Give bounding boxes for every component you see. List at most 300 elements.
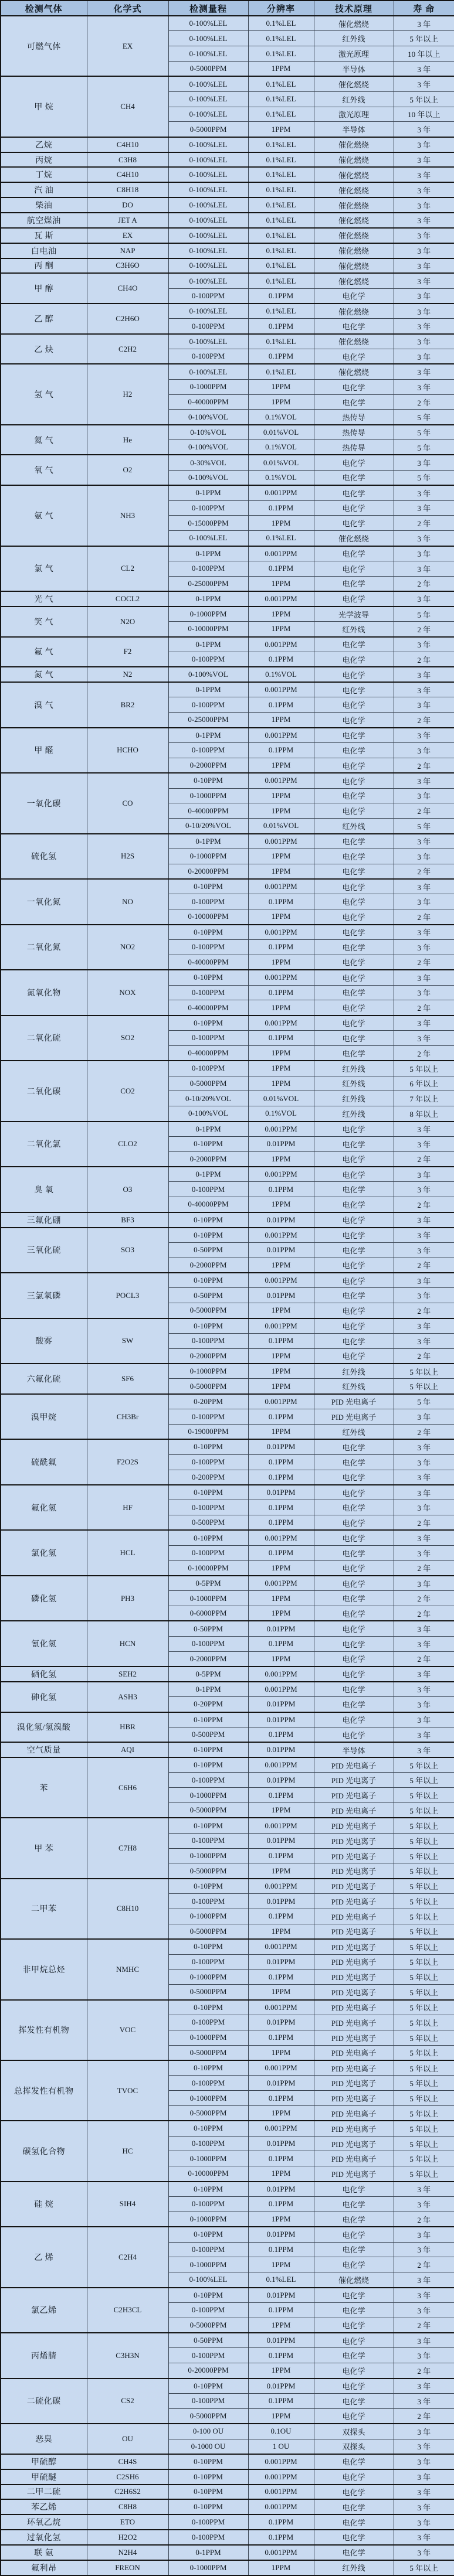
range-cell: 0-100PPM — [168, 1833, 248, 1848]
formula-cell: FREON — [87, 2560, 168, 2575]
range-cell: 0-100%LEL — [168, 91, 248, 107]
table-row — [1, 334, 454, 349]
table-row — [1, 2227, 454, 2242]
range-cell: 0-1PPM — [168, 546, 248, 561]
range-cell: 0-10PPM — [168, 1439, 248, 1454]
formula-cell: C8H18 — [87, 182, 168, 197]
range-cell: 0-10PPM — [168, 1273, 248, 1288]
resolution-cell: 0.01PPM — [248, 2136, 314, 2151]
principle-cell: PID 光电离子 — [314, 1788, 394, 1803]
table-row — [1, 2469, 454, 2485]
principle-cell: 半导体 — [314, 62, 394, 77]
lifespan-cell: 2 年 — [394, 652, 454, 667]
lifespan-cell: 3 年 — [394, 985, 454, 1000]
resolution-cell: 0.01PPM — [248, 1136, 314, 1151]
table-row — [1, 546, 454, 561]
range-cell: 0-100PPM — [168, 1545, 248, 1560]
range-cell: 0-25000PPM — [168, 576, 248, 591]
lifespan-cell: 3 年 — [394, 1409, 454, 1425]
range-cell: 0-100PPM — [168, 2197, 248, 2212]
lifespan-cell: 3 年 — [394, 2302, 454, 2318]
table-row — [1, 137, 454, 152]
lifespan-cell: 3 年 — [394, 1182, 454, 1197]
formula-cell: C6H6 — [87, 1757, 168, 1818]
formula-cell: VOC — [87, 2000, 168, 2060]
range-cell: 0-10PPM — [168, 2288, 248, 2303]
principle-cell: 催化燃烧 — [314, 213, 394, 228]
formula-cell: NH3 — [87, 485, 168, 546]
formula-cell: SO2 — [87, 1016, 168, 1061]
formula-cell: C4H10 — [87, 167, 168, 182]
resolution-cell: 0.1%LEL — [248, 152, 314, 168]
gas-name-cell: 柴油 — [1, 197, 87, 213]
lifespan-cell: 5 年 — [394, 425, 454, 440]
principle-cell: 催化燃烧 — [314, 334, 394, 349]
lifespan-cell: 6 年以上 — [394, 1076, 454, 1091]
range-cell: 0-100PPM — [168, 652, 248, 667]
table-row — [1, 2060, 454, 2076]
gas-name-cell: 汽 油 — [1, 182, 87, 197]
formula-cell: C2SH6 — [87, 2469, 168, 2485]
table-row — [1, 1167, 454, 1182]
resolution-cell: 1PPM — [248, 576, 314, 591]
gas-name-cell: 硫化氢 — [1, 834, 87, 880]
range-cell: 0-30%VOL — [168, 455, 248, 470]
resolution-cell: 0.1PPM — [248, 2348, 314, 2363]
formula-cell: HF — [87, 1485, 168, 1531]
table-row — [1, 152, 454, 168]
lifespan-cell: 2 年 — [394, 803, 454, 819]
resolution-cell: 0.01PPM — [248, 2182, 314, 2197]
resolution-cell: 0.01%VOL — [248, 425, 314, 440]
formula-cell: SW — [87, 1318, 168, 1364]
formula-cell: CO2 — [87, 1061, 168, 1121]
principle-cell: 电化学 — [314, 1151, 394, 1167]
principle-cell: 电化学 — [314, 319, 394, 334]
lifespan-cell: 2 年 — [394, 955, 454, 970]
formula-cell: ETO — [87, 2514, 168, 2530]
resolution-cell: 0.1PPM — [248, 2393, 314, 2408]
lifespan-cell: 2 年 — [394, 1000, 454, 1016]
lifespan-cell: 3 年 — [394, 2182, 454, 2197]
principle-cell: PID 光电离子 — [314, 1757, 394, 1773]
lifespan-cell: 3 年 — [394, 2499, 454, 2514]
principle-cell: 电化学 — [314, 1591, 394, 1606]
principle-cell: 电化学 — [314, 561, 394, 576]
resolution-cell: 0.1PPM — [248, 2030, 314, 2045]
gas-name-cell: 空气质量 — [1, 1742, 87, 1757]
table-row — [1, 1530, 454, 1545]
principle-cell: 电化学 — [314, 546, 394, 561]
gas-name-cell: 氯 气 — [1, 546, 87, 592]
lifespan-cell: 3 年 — [394, 349, 454, 364]
gas-name-cell: 碳氢化合物 — [1, 2121, 87, 2181]
principle-cell: 电化学 — [314, 1318, 394, 1334]
principle-cell: 电化学 — [314, 1560, 394, 1576]
lifespan-cell: 2 年 — [394, 576, 454, 591]
principle-cell: 电化学 — [314, 939, 394, 955]
formula-cell: AQI — [87, 1742, 168, 1757]
gas-name-cell: 甲 苯 — [1, 1818, 87, 1878]
table-row — [1, 606, 454, 622]
principle-cell: PID 光电离子 — [314, 2166, 394, 2182]
resolution-cell: 0.1%VOL — [248, 1106, 314, 1122]
range-cell: 0-100%VOL — [168, 1106, 248, 1122]
resolution-cell: 0.001PPM — [248, 1318, 314, 1334]
range-cell: 0-10PPM — [168, 2379, 248, 2394]
principle-cell: 双探头 — [314, 2424, 394, 2439]
lifespan-cell: 3 年 — [394, 2454, 454, 2469]
range-cell: 0-10PPM — [168, 2469, 248, 2485]
range-cell: 0-5000PPM — [168, 62, 248, 77]
resolution-cell: 0.1%LEL — [248, 2272, 314, 2288]
table-row — [1, 970, 454, 985]
formula-cell: C2H2 — [87, 334, 168, 364]
resolution-cell: 0.1%LEL — [248, 31, 314, 46]
resolution-cell: 0.01PPM — [248, 1485, 314, 1500]
lifespan-cell: 3 年 — [394, 334, 454, 349]
lifespan-cell: 3 年 — [394, 197, 454, 213]
table-row — [1, 1939, 454, 1954]
formula-cell: C4H10 — [87, 137, 168, 152]
lifespan-cell: 3 年 — [394, 1136, 454, 1151]
principle-cell: 红外线 — [314, 1106, 394, 1122]
range-cell: 0-5000PPM — [168, 2045, 248, 2060]
range-cell: 0-1000PPM — [168, 1909, 248, 1924]
resolution-cell: 0.01PPM — [248, 1212, 314, 1228]
principle-cell: 电化学 — [314, 1258, 394, 1273]
principle-cell: 电化学 — [314, 1682, 394, 1697]
formula-cell: C3H6O — [87, 258, 168, 274]
principle-cell: 电化学 — [314, 470, 394, 485]
resolution-cell: 0.1PPM — [248, 939, 314, 955]
gas-name-cell: 六氟化硫 — [1, 1364, 87, 1394]
lifespan-cell: 3 年 — [394, 379, 454, 394]
range-cell: 0-100%LEL — [168, 31, 248, 46]
resolution-cell: 0.1PPM — [248, 288, 314, 304]
lifespan-cell: 2 年 — [394, 2257, 454, 2272]
range-cell: 0-100PPM — [168, 1333, 248, 1348]
table-row — [1, 2499, 454, 2514]
resolution-cell: 0.001PPM — [248, 1228, 314, 1243]
lifespan-cell: 3 年 — [394, 1485, 454, 1500]
lifespan-cell: 3 年 — [394, 2424, 454, 2439]
principle-cell: PID 光电离子 — [314, 1848, 394, 1863]
gas-name-cell: 氮氧化物 — [1, 970, 87, 1016]
resolution-cell: 0.001PPM — [248, 773, 314, 788]
principle-cell: 电化学 — [314, 1576, 394, 1591]
lifespan-cell: 10 年以上 — [394, 107, 454, 122]
lifespan-cell: 5 年以上 — [394, 1803, 454, 1818]
lifespan-cell: 3 年 — [394, 485, 454, 500]
table-row — [1, 1742, 454, 1757]
range-cell: 0-100PPM — [168, 939, 248, 955]
resolution-cell: 1PPM — [248, 2105, 314, 2121]
range-cell: 0-40000PPM — [168, 1197, 248, 1212]
lifespan-cell: 3 年 — [394, 1500, 454, 1515]
gas-name-cell: 三氟化硼 — [1, 1212, 87, 1228]
principle-cell: 电化学 — [314, 2242, 394, 2257]
principle-cell: PID 光电离子 — [314, 1894, 394, 1909]
table-row — [1, 2424, 454, 2439]
resolution-cell: 0.1PPM — [248, 1409, 314, 1425]
principle-cell: PID 光电离子 — [314, 2151, 394, 2166]
range-cell: 0-100%LEL — [168, 531, 248, 546]
principle-cell: 电化学 — [314, 1667, 394, 1682]
gas-name-cell: 一氧化氮 — [1, 879, 87, 925]
resolution-cell: 0.01PPM — [248, 1833, 314, 1848]
gas-name-cell: 丙烯腈 — [1, 2333, 87, 2379]
lifespan-cell: 3 年 — [394, 1621, 454, 1636]
resolution-cell: 0.1%VOL — [248, 440, 314, 455]
lifespan-cell: 3 年 — [394, 1697, 454, 1712]
range-cell: 0-10PPM — [168, 925, 248, 940]
range-cell: 0-100%LEL — [168, 152, 248, 168]
principle-cell: 电化学 — [314, 773, 394, 788]
lifespan-cell: 5 年以上 — [394, 1757, 454, 1773]
principle-cell: PID 光电离子 — [314, 1773, 394, 1788]
gas-name-cell: 氟化氢 — [1, 1485, 87, 1531]
gas-name-cell: 白电油 — [1, 243, 87, 258]
lifespan-cell: 3 年 — [394, 2272, 454, 2288]
lifespan-cell: 3 年 — [394, 364, 454, 379]
range-cell: 0-5000PPM — [168, 122, 248, 137]
gas-name-cell: 溴化氢/氢溴酸 — [1, 1712, 87, 1743]
principle-cell: 电化学 — [314, 985, 394, 1000]
gas-name-cell: 二甲苯 — [1, 1879, 87, 1939]
formula-cell: NOX — [87, 970, 168, 1016]
range-cell: 0-10PPM — [168, 2485, 248, 2500]
lifespan-cell: 5 年以上 — [394, 1788, 454, 1803]
range-cell: 0-1PPM — [168, 834, 248, 849]
resolution-cell: 0.001PPM — [248, 2121, 314, 2136]
principle-cell: 电化学 — [314, 2227, 394, 2242]
lifespan-cell: 2 年 — [394, 1348, 454, 1364]
resolution-cell: 0.1%LEL — [248, 273, 314, 288]
lifespan-cell: 2 年 — [394, 713, 454, 728]
table-row — [1, 1576, 454, 1591]
formula-cell: COCL2 — [87, 591, 168, 606]
range-cell: 0-1PPM — [168, 1122, 248, 1137]
range-cell: 0-10PPM — [168, 1757, 248, 1773]
lifespan-cell: 5 年以上 — [394, 1379, 454, 1394]
range-cell: 0-100%LEL — [168, 137, 248, 152]
principle-cell: 电化学 — [314, 788, 394, 803]
principle-cell: 电化学 — [314, 1122, 394, 1137]
range-cell: 0-25000PPM — [168, 713, 248, 728]
table-row — [1, 2379, 454, 2394]
lifespan-cell: 3 年 — [394, 1122, 454, 1137]
table-row — [1, 2121, 454, 2136]
resolution-cell: 1PPM — [248, 516, 314, 531]
lifespan-cell: 5 年以上 — [394, 1833, 454, 1848]
gas-name-cell: 二氧化氯 — [1, 1122, 87, 1167]
principle-cell: PID 光电离子 — [314, 2060, 394, 2076]
lifespan-cell: 3 年 — [394, 1530, 454, 1545]
gas-name-cell: 环氧乙烷 — [1, 2514, 87, 2530]
lifespan-cell: 5 年以上 — [394, 1863, 454, 1879]
resolution-cell: 0.1%LEL — [248, 364, 314, 379]
range-cell: 0-5000PPM — [168, 1863, 248, 1879]
table-row — [1, 243, 454, 258]
lifespan-cell: 3 年 — [394, 304, 454, 319]
principle-cell: 催化燃烧 — [314, 167, 394, 182]
range-cell: 0-1PPM — [168, 682, 248, 697]
formula-cell: NMHC — [87, 1939, 168, 1999]
resolution-cell: 1PPM — [248, 1303, 314, 1318]
range-cell: 0-100PPM — [168, 319, 248, 334]
lifespan-cell: 3 年 — [394, 62, 454, 77]
table-row — [1, 213, 454, 228]
resolution-cell: 0.001PPM — [248, 1757, 314, 1773]
formula-cell: CH4S — [87, 2454, 168, 2469]
range-cell: 0-100PPM — [168, 2015, 248, 2030]
formula-cell: EX — [87, 228, 168, 243]
table-row — [1, 455, 454, 470]
range-cell: 0-10PPM — [168, 2499, 248, 2514]
table-row — [1, 364, 454, 379]
range-cell: 0-10PPM — [168, 970, 248, 985]
resolution-cell: 0.001PPM — [248, 970, 314, 985]
principle-cell: PID 光电离子 — [314, 2000, 394, 2015]
table-row — [1, 591, 454, 606]
resolution-cell: 1PPM — [248, 803, 314, 819]
range-cell: 0-1PPM — [168, 591, 248, 606]
range-cell: 0-100PPM — [168, 1031, 248, 1046]
principle-cell: 电化学 — [314, 1636, 394, 1651]
lifespan-cell: 2 年 — [394, 1560, 454, 1576]
resolution-cell: 0.001PPM — [248, 1667, 314, 1682]
range-cell: 0-100PPM — [168, 1500, 248, 1515]
principle-cell: 电化学 — [314, 1273, 394, 1288]
principle-cell: PID 光电离子 — [314, 1970, 394, 1985]
resolution-cell: 0.1PPM — [248, 2197, 314, 2212]
lifespan-cell: 5 年 — [394, 440, 454, 455]
lifespan-cell: 2 年 — [394, 1151, 454, 1167]
range-cell: 0-100PPM — [168, 500, 248, 516]
principle-cell: PID 光电离子 — [314, 1833, 394, 1848]
resolution-cell: 1PPM — [248, 1424, 314, 1439]
resolution-cell: 0.01PPM — [248, 2379, 314, 2394]
range-cell: 0-15000PPM — [168, 516, 248, 531]
principle-cell: 电化学 — [314, 1727, 394, 1742]
lifespan-cell: 2 年 — [394, 758, 454, 773]
resolution-cell: 1PPM — [248, 788, 314, 803]
lifespan-cell: 3 年 — [394, 243, 454, 258]
lifespan-cell: 5 年 — [394, 606, 454, 622]
resolution-cell: 0.1%LEL — [248, 531, 314, 546]
gas-name-cell: 氧 气 — [1, 455, 87, 485]
range-cell: 0-1000PPM — [168, 2030, 248, 2045]
resolution-cell: 0.01PPM — [248, 1288, 314, 1303]
table-row — [1, 728, 454, 743]
range-cell: 0-100PPM — [168, 1773, 248, 1788]
table-row — [1, 258, 454, 274]
gas-name-cell: 挥发性有机物 — [1, 2000, 87, 2060]
gas-table-body — [1, 16, 454, 2575]
range-cell: 0-40000PPM — [168, 394, 248, 410]
formula-cell: F2O2S — [87, 1439, 168, 1485]
gas-name-cell: 氯化氢 — [1, 1530, 87, 1576]
gas-name-cell: 二氧化氮 — [1, 925, 87, 970]
resolution-cell: 1 OU — [248, 2439, 314, 2454]
resolution-cell: 0.1PPM — [248, 1031, 314, 1046]
range-cell: 0-100%VOL — [168, 440, 248, 455]
header-formula: 化学式 — [87, 1, 168, 16]
range-cell: 0-100 OU — [168, 2424, 248, 2439]
lifespan-cell: 3 年 — [394, 1333, 454, 1348]
principle-cell: 催化燃烧 — [314, 531, 394, 546]
resolution-cell: 1PPM — [248, 758, 314, 773]
principle-cell: 电化学 — [314, 2318, 394, 2333]
principle-cell: 半导体 — [314, 1742, 394, 1757]
range-cell: 0-6000PPM — [168, 1606, 248, 1621]
resolution-cell: 0.01%VOL — [248, 455, 314, 470]
principle-cell: 电化学 — [314, 849, 394, 864]
lifespan-cell: 5 年以上 — [394, 2060, 454, 2076]
range-cell: 0-10PPM — [168, 1939, 248, 1954]
lifespan-cell: 5 年以上 — [394, 1924, 454, 1939]
lifespan-cell: 3 年 — [394, 2514, 454, 2530]
formula-cell: CH3Br — [87, 1394, 168, 1440]
range-cell: 0-500PPM — [168, 1727, 248, 1742]
resolution-cell: 0.1%LEL — [248, 107, 314, 122]
lifespan-cell: 5 年以上 — [394, 2015, 454, 2030]
resolution-cell: 1PPM — [248, 864, 314, 879]
resolution-cell: 0.1PPM — [248, 1182, 314, 1197]
gas-name-cell: 三氯氧磷 — [1, 1273, 87, 1318]
range-cell: 0-20PPM — [168, 1394, 248, 1409]
resolution-cell: 1PPM — [248, 1348, 314, 1364]
principle-cell: 电化学 — [314, 879, 394, 894]
principle-cell: 电化学 — [314, 894, 394, 909]
lifespan-cell: 3 年 — [394, 1016, 454, 1031]
resolution-cell: 1PPM — [248, 1061, 314, 1076]
principle-cell: 电化学 — [314, 1606, 394, 1621]
range-cell: 0-2000PPM — [168, 1348, 248, 1364]
lifespan-cell: 3 年 — [394, 2469, 454, 2485]
resolution-cell: 0.001PPM — [248, 1818, 314, 1833]
principle-cell: 电化学 — [314, 1454, 394, 1470]
resolution-cell: 0.01%VOL — [248, 819, 314, 834]
gas-name-cell: 二氧化硫 — [1, 1016, 87, 1061]
lifespan-cell: 5 年以上 — [394, 2151, 454, 2166]
principle-cell: 红外线 — [314, 1424, 394, 1439]
resolution-cell: 0.1%LEL — [248, 16, 314, 31]
principle-cell: 电化学 — [314, 1242, 394, 1258]
range-cell: 0-2000PPM — [168, 1651, 248, 1667]
gas-name-cell: 氢 气 — [1, 364, 87, 424]
range-cell: 0-50PPM — [168, 1242, 248, 1258]
principle-cell: 电化学 — [314, 1288, 394, 1303]
principle-cell: 光学波导 — [314, 606, 394, 622]
principle-cell: PID 光电离子 — [314, 2030, 394, 2045]
lifespan-cell: 2 年 — [394, 864, 454, 879]
principle-cell: 电化学 — [314, 1303, 394, 1318]
principle-cell: 电化学 — [314, 2333, 394, 2348]
formula-cell: H2 — [87, 364, 168, 424]
formula-cell: C7H8 — [87, 1818, 168, 1878]
principle-cell: 电化学 — [314, 2454, 394, 2469]
lifespan-cell: 2 年 — [394, 909, 454, 925]
header-gas: 检测气体 — [1, 1, 87, 16]
gas-name-cell: 臭 氧 — [1, 1167, 87, 1212]
lifespan-cell: 5 年以上 — [394, 1909, 454, 1924]
lifespan-cell: 5 年 — [394, 410, 454, 425]
lifespan-cell: 5 年以上 — [394, 91, 454, 107]
formula-cell: OU — [87, 2424, 168, 2454]
range-cell: 0-100%VOL — [168, 410, 248, 425]
